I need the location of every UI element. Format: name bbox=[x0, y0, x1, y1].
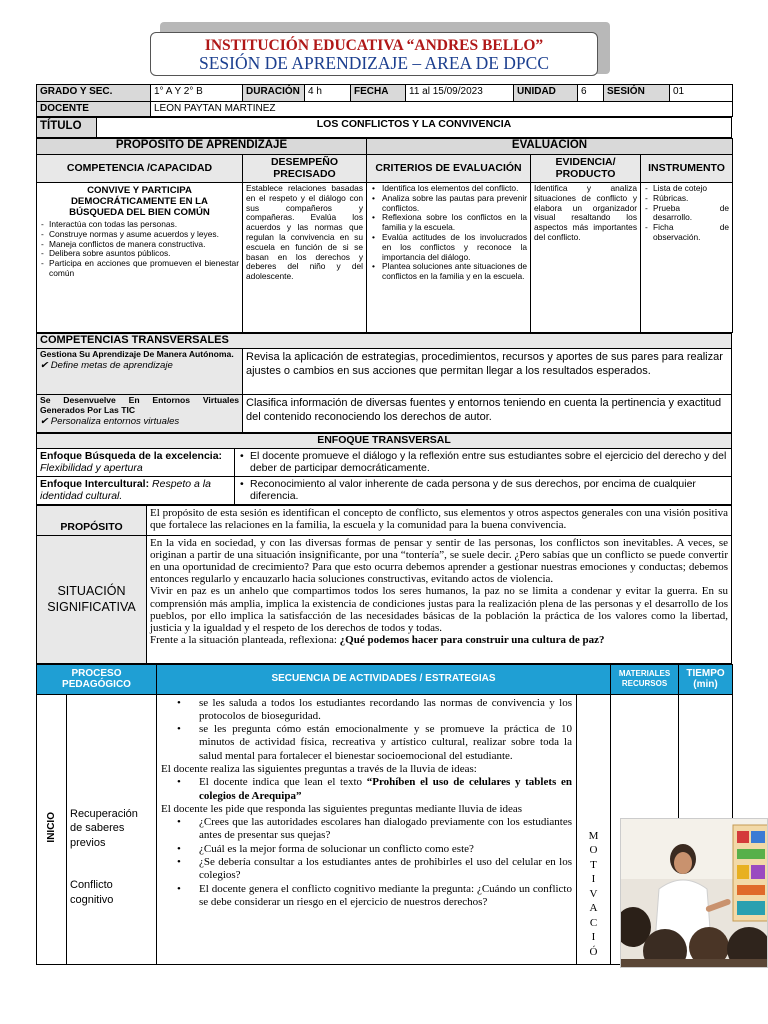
fecha-value: 11 al 15/09/2023 bbox=[406, 85, 514, 102]
instrumento-item: - Lista de cotejo bbox=[644, 184, 729, 194]
classroom-illustration bbox=[621, 819, 768, 968]
question-item: • ¿Crees que las autoridades escolares han dialogado previamente con los estudiantes antes de presentar sus quejas? bbox=[175, 816, 572, 843]
instrumento-item: - Prueba de desarrollo. bbox=[644, 204, 729, 224]
situacion-label: SITUACIÓN SIGNIFICATIVA bbox=[37, 535, 147, 663]
col-desempeno: DESEMPEÑO PRECISADO bbox=[243, 155, 367, 183]
criterios-list bbox=[370, 184, 527, 282]
situacion-text bbox=[147, 535, 732, 663]
situacion-table bbox=[36, 505, 732, 664]
instrumentos-list bbox=[644, 184, 729, 243]
lluvia-line: El docente realiza las siguientes preguntas a través de la lluvia de ideas: bbox=[161, 762, 477, 775]
fecha-label: FECHA bbox=[351, 85, 406, 102]
proposito-header: PROPÓSITO DE APRENDIZAJE bbox=[37, 139, 367, 155]
conflicto-label: Conflicto cognitivo bbox=[70, 879, 114, 906]
col-criterios: CRITERIOS DE EVALUACIÓN bbox=[367, 155, 531, 183]
transversales-header: COMPETENCIAS TRANSVERSALES bbox=[37, 334, 732, 349]
question-item: • El docente genera el conflicto cognitivo mediante la pregunta: ¿Cuándo un conflicto se debe considerar un riesgo en el ejercicio de nuestros derechos? bbox=[175, 883, 572, 910]
proposito-label: PROPÓSITO bbox=[37, 505, 147, 535]
enfoque-1-cell bbox=[37, 448, 235, 476]
inicio-bullets bbox=[161, 697, 572, 763]
enfoque-1-desc-cell bbox=[235, 448, 732, 476]
inicio-bullet: • se les saluda a todos los estudiantes recordando las normas de convivencia y los protocolos de bioseguridad. bbox=[175, 697, 572, 724]
proceso-cell bbox=[67, 694, 157, 964]
transversal-2-title: Se Desenvuelve En Entornos Virtuales Generados Por Las TIC bbox=[40, 395, 239, 415]
inicio-cell bbox=[37, 694, 67, 964]
transversales-table bbox=[36, 333, 732, 433]
criterio-item: • Identifica los elementos del conflicto. bbox=[370, 184, 527, 194]
transversal-1-title: Gestiona Su Aprendizaje De Manera Autónoma. bbox=[40, 349, 234, 359]
desempeno-cell: Establece relaciones basadas en el respeto y el diálogo con sus compañeros y compañeras. Evalúa los acuerdos y las normas que regulan la convivencia en su escuela en función de si se basan en los derechos y deberes del niño y del adolescente. bbox=[243, 183, 367, 333]
capacidad-item: - Participa en acciones que promueven el bienestar común bbox=[40, 259, 239, 279]
duracion-value: 4 h bbox=[305, 85, 351, 102]
texto-bullet: • El docente indica que lean el texto “Prohíben el uso de celulares y tablets en colegios de Arequipa” bbox=[175, 776, 572, 803]
capacidad-item: - Delibera sobre asuntos públicos. bbox=[40, 249, 239, 259]
header-box bbox=[150, 32, 598, 76]
col-proceso: PROCESO PEDAGÓGICO bbox=[37, 664, 157, 694]
capacidad-item: - Interactúa con todas las personas. bbox=[40, 220, 239, 230]
evidencia-cell: Identifica y analiza situaciones de conflicto y elabora un organizador visual resaltando los aspectos más importantes del conflicto. bbox=[531, 183, 641, 333]
question-item: • ¿Cuál es la mejor forma de solucionar un conflicto como este? bbox=[175, 843, 572, 856]
enfoque-2-desc: • Reconocimiento al valor inherente de cada persona y de sus derechos, por encima de cualquier diferencia. bbox=[238, 478, 728, 503]
col-tiempo: TIEMPO (min) bbox=[679, 664, 733, 694]
transversal-2-cell bbox=[37, 395, 243, 433]
transversal-2-desc: Clasifica información de diversas fuentes y entornos teniendo en cuenta la pertinencia y exactitud del contenido reconociendo los derechos de autor. bbox=[243, 395, 732, 433]
titulo-value: LOS CONFLICTOS Y LA CONVIVENCIA bbox=[97, 118, 732, 138]
competencia-cell bbox=[37, 183, 243, 333]
institution-title: INSTITUCIÓN EDUCATIVA “ANDRES BELLO” bbox=[204, 37, 544, 54]
enfoque-2-sub: Respeto a la identidad cultural. bbox=[40, 477, 211, 502]
col-materiales: MATERIALES RECURSOS bbox=[611, 664, 679, 694]
enfoque-table bbox=[36, 433, 732, 505]
grado-label: GRADO Y SEC. bbox=[37, 85, 151, 102]
session-title: SESIÓN DE APRENDIZAJE – AREA DE DPCC bbox=[198, 53, 550, 73]
criterio-item: • Evalúa actitudes de los involucrados en los conflictos y reconoce la importancia del diálogo. bbox=[370, 233, 527, 262]
grado-value: 1° A Y 2° B bbox=[151, 85, 243, 102]
criterio-item: • Reflexiona sobre los conflictos en la familia y la escuela. bbox=[370, 213, 527, 233]
secuencia-cell bbox=[157, 694, 577, 964]
enfoque-2-desc-cell bbox=[235, 476, 732, 504]
situacion-p1: En la vida en sociedad, y con las diversas formas de pensar y sentir de las personas, los conflictos son inevitables. A veces, se originan a partir de una situación insignificante, por una “tontería”, se suele decir. ¿Pero sabías que un conflicto se puede convertir en una oportunidad de crecimiento? Para que esto ocurra debemos aprender a gestionar nuestras emociones y conductas; debemos entonces regularlo y encauzarlo hacia soluciones constructivas, evitando actos de violencia. bbox=[150, 536, 728, 586]
situacion-p2: Vivir en paz es un anhelo que compartimos todos los seres humanos, la paz no se limita a condenar y evitar la guerra. En su comprensión más amplia, implica la existencia de condiciones justas para la realización plena de las personas y el desarrollo de los pueblos, por ello implica la satisfacción de las necesidades básicas de la población la práctica de los valores como la libertad, justicia y la igualdad y el respeto de los derechos de todos y todas. bbox=[150, 585, 728, 634]
col-competencia: COMPETENCIA /CAPACIDAD bbox=[37, 155, 243, 183]
title-table bbox=[36, 117, 732, 138]
inicio-label: INICIO bbox=[45, 811, 57, 843]
instrumento-cell bbox=[641, 183, 733, 333]
evaluacion-header: EVALUACIÓN bbox=[367, 139, 733, 155]
enfoque-1-sub: Flexibilidad y apertura bbox=[40, 462, 143, 474]
purpose-table bbox=[36, 138, 733, 333]
question-item: • ¿Se debería consultar a los estudiantes antes de prohibirles el uso del celular en los colegios? bbox=[175, 856, 572, 883]
transversal-1-desc: Revisa la aplicación de estrategias, procedimientos, recursos y aportes de sus pares para realizar ajustes o cambios en sus acciones que permitan llegar a los resultados esperados. bbox=[243, 349, 732, 395]
enfoque-header: ENFOQUE TRANSVERSAL bbox=[37, 434, 732, 449]
transversal-2-sub: ✔ Personaliza entornos virtuales bbox=[40, 415, 180, 427]
info-table bbox=[36, 84, 733, 117]
docente-value: LEON PAYTAN MARTINEZ bbox=[151, 102, 733, 117]
transversal-1-cell bbox=[37, 349, 243, 395]
enfoque-2-cell bbox=[37, 476, 235, 504]
capacidad-item: - Maneja conflictos de manera constructiva. bbox=[40, 240, 239, 250]
questions-list bbox=[161, 816, 572, 909]
duracion-label: DURACIÓN bbox=[243, 85, 305, 102]
instrumento-item: - Rúbricas. bbox=[644, 194, 729, 204]
header-banner bbox=[150, 26, 602, 80]
unidad-label: UNIDAD bbox=[514, 85, 578, 102]
sesion-label: SESIÓN bbox=[604, 85, 670, 102]
enfoque-1-desc: • El docente promueve el diálogo y la reflexión entre sus estudiantes sobre el ejercicio del derecho y del deber de participar democráticamente. bbox=[238, 450, 728, 475]
col-instrumento: INSTRUMENTO bbox=[641, 155, 733, 183]
capacidades-list bbox=[40, 220, 239, 279]
proposito-text: El propósito de esta sesión es identifican el concepto de conflicto, sus elementos y otros aspectos generales con una visión positiva que fortalece las relaciones en la familia, la escuela y la comunidad para la buena convivencia. bbox=[147, 505, 732, 535]
criterios-cell bbox=[367, 183, 531, 333]
inicio-bullet: • se les pregunta cómo están emocionalmente y se promueve la práctica de 10 minutos de actividad física, recreativa y artístico cultural, realizar sobre toda la salud mental para fortalecer el bienestar socioemocional del estudiante. bbox=[175, 723, 572, 763]
titulo-label: TÍTULO bbox=[37, 118, 97, 138]
situacion-p3: Frente a la situación planteada, reflexiona: ¿Qué podemos hacer para construir una cultura de paz? bbox=[150, 634, 605, 647]
texto-title: “Prohíben el uso de celulares y tablets en colegios de Arequipa” bbox=[199, 776, 572, 802]
col-secuencia: SECUENCIA DE ACTIVIDADES / ESTRATEGIAS bbox=[157, 664, 611, 694]
pide-line: El docente les pide que responda las siguientes preguntas mediante lluvia de ideas bbox=[161, 802, 523, 815]
sesion-value: 01 bbox=[670, 85, 733, 102]
enfoque-1-title: Enfoque Búsqueda de la excelencia: bbox=[40, 449, 223, 462]
col-evidencia: EVIDENCIA/ PRODUCTO bbox=[531, 155, 641, 183]
criterio-item: • Analiza sobre las pautas para prevenir conflictos. bbox=[370, 194, 527, 214]
enfoque-2-title: Enfoque Intercultural: bbox=[40, 477, 150, 490]
transversal-1-sub: ✔ Define metas de aprendizaje bbox=[40, 359, 173, 371]
unidad-value: 6 bbox=[578, 85, 604, 102]
competencia-title: CONVIVE Y PARTICIPA DEMOCRÁTICAMENTE EN LA BÚSQUEDA DEL BIEN COMÚN bbox=[69, 185, 210, 218]
situacion-question: ¿Qué podemos hacer para construir una cultura de paz? bbox=[339, 634, 605, 647]
criterio-item: • Plantea soluciones ante situaciones de conflictos en la familia y en la escuela. bbox=[370, 262, 527, 282]
motivacion-letters: M O T I V A C I Ó bbox=[588, 829, 599, 958]
motivacion-cell bbox=[577, 694, 611, 964]
classroom-photo bbox=[620, 818, 768, 968]
capacidad-item: - Construye normas y asume acuerdos y leyes. bbox=[40, 230, 239, 240]
docente-label: DOCENTE bbox=[37, 102, 151, 117]
recuperacion-label: Recuperación de saberes previos bbox=[70, 807, 138, 849]
instrumento-item: - Ficha de observación. bbox=[644, 223, 729, 243]
